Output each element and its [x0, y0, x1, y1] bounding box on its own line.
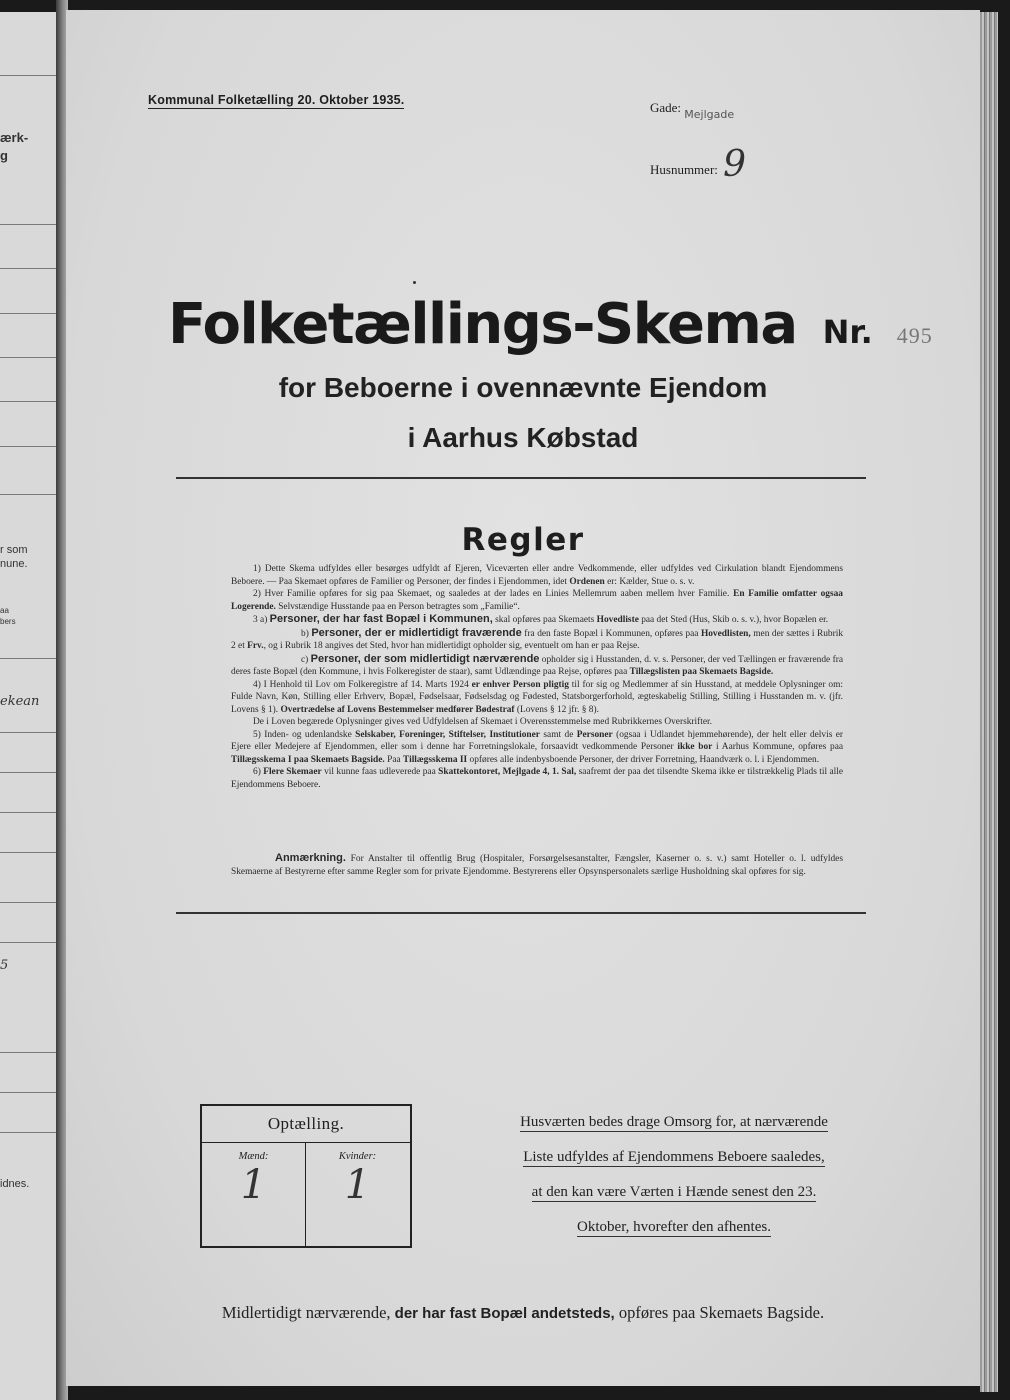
left-fragment: idnes.: [0, 1178, 30, 1190]
page-rule: [0, 401, 56, 402]
census-header: Kommunal Folketælling 20. Oktober 1935.: [148, 93, 405, 107]
note-text: For Anstalter til offentlig Brug (Hospitaler, Forsørgelsesanstalter, Fængsler, Kaserner o. s. v.) samt Hoteller o. l. udfyldes Skemaerne af Bestyrerne efter samme Regler som for private Ejendomme. Bestyrerens eller Opsynspersonalets særlige Husholdning skal opføres for sig.: [231, 854, 843, 877]
landlord-notice: [506, 1105, 842, 1245]
street-value: Mejlgade: [684, 108, 735, 121]
divider-rule: [176, 477, 866, 479]
notice-line: Liste udfyldes af Ejendommens Beboere saaledes,: [523, 1149, 825, 1165]
women-label: Kvinder:: [338, 1151, 377, 1162]
note-paragraph: [231, 852, 843, 878]
page-rule: [0, 357, 56, 358]
form-subtitle-1: for Beboerne i ovennævnte Ejendom: [278, 372, 768, 403]
women-count-value: 1: [344, 1162, 371, 1208]
page-rule: [0, 313, 56, 314]
page-rule: [0, 732, 56, 733]
page-rule: [0, 224, 56, 225]
page-rule: [0, 658, 56, 659]
page-rule: [0, 1052, 56, 1053]
page-rule: [0, 494, 56, 495]
ink-dot: [413, 281, 416, 284]
rule-3c: c) Personer, der som midlertidigt nærværende opholder sig i Husstanden, d. v. s. Personer, der ved Tællingen er fraværende fra deres faste Bopæl (den Kommune, i hvis Folkeregister de staar), samt Udlændinge paa Rejse, opføres paa Tillægslisten paa Skemaets Bagside.: [231, 652, 843, 677]
street-field: [650, 100, 735, 121]
page-rule: [0, 942, 56, 943]
men-count-cell: [202, 1143, 306, 1246]
page-rule: [0, 1132, 56, 1133]
notice-line: Oktober, hvorefter den afhentes.: [577, 1219, 771, 1235]
women-count-cell: [306, 1143, 409, 1246]
left-handwriting: 5: [0, 958, 9, 973]
note-label: Anmærkning.: [275, 852, 346, 864]
previous-page-strip: [0, 12, 58, 1400]
left-fragment: aa: [0, 606, 9, 615]
left-fragment: nune.: [0, 558, 28, 570]
house-number-field: [650, 142, 747, 185]
men-count-value: 1: [240, 1162, 267, 1208]
rules-text: [231, 563, 843, 791]
page-rule: [0, 1092, 56, 1093]
rule-3a: 3 a) Personer, der har fast Bopæl i Kommunen, skal opføres paa Skemaets Hovedliste paa det Sted (Hus, Skib o. s. v.), hvor Bopælen er.: [253, 613, 829, 625]
page-rule: [0, 772, 56, 773]
left-fragment: g: [0, 148, 8, 163]
street-label: Gade:: [650, 100, 682, 115]
footer-instruction: Midlertidigt nærværende, der har fast Bopæl andetsteds, opføres paa Skemaets Bagside.: [221, 1303, 825, 1322]
form-title-text: Folketællings-Skema: [168, 292, 797, 357]
page-rule: [0, 812, 56, 813]
left-fragment: r som: [0, 544, 28, 556]
page-rule: [0, 446, 56, 447]
page-rule: [0, 268, 56, 269]
rule-4b: De i Loven begærede Oplysninger gives ved Udfyldelsen af Skemaet i Overensstemmelse med Rubrikkernes Overskrifter.: [253, 717, 712, 727]
rule-6: 6) Flere Skemaer vil kunne faas udleverede paa Skattekontoret, Mejlgade 4, 1. Sal, saafremt der paa det tilsendte Skema ikke er tilstrækkelig Plads til alle Ejendommens Beboere.: [231, 767, 844, 790]
rule-3b: b) Personer, der er midlertidigt fraværende fra den faste Bopæl i Kommunen, opføres paa Hovedlisten, men der sættes i Rubrik 2 et Frv., og i Rubrik 18 angives det Sted, hvor han midlertidigt opholder sig, eventuelt om han er paa Rejse.: [231, 626, 844, 651]
divider-rule: [176, 912, 866, 914]
left-handwriting: ekean: [0, 694, 40, 709]
rule-4: 4) I Henhold til Lov om Folkeregistre af 14. Marts 1924 er enhver Person pligtig til for sig og Medlemmer af sin Husstand, at meddele Oplysninger om: Fulde Navn, Køn, Stilling eller Erhverv, Bopæl, Fødselsaar, Fødselsdag og Fødested, Statsborgerforhold, ægteskabelig Stilling, Stilling i Husstanden m. v. (jfr. Lovens § 1). Overtrædelse af Lovens Bestemmelser medfører Bødestraf (Lovens § 12 jfr. § 8).: [231, 679, 844, 715]
page-edges: [980, 12, 998, 1392]
notice-line: Husværten bedes drage Omsorg for, at nærværende: [520, 1114, 828, 1130]
left-fragment: ærk-: [0, 130, 29, 145]
rule-5: 5) Inden- og udenlandske Selskaber, Foreninger, Stiftelser, Institutioner samt de Personer (ogsaa i Udlandet hjemmehørende), der helt eller delvis er Ejere eller Medejere af Ejendommen, eller som i denne har Forretningslokale, forsaavidt vedkommende Personer ikke bor i Aarhus Kommune, opføres paa Tillægsskema I paa Skemaets Bagside. Paa Tillægsskema II opføres alle indenbysboende Personer, der driver Forretning, Haandværk o. l. i Ejendommen.: [231, 729, 844, 765]
page-rule: [0, 75, 56, 76]
rule-2: 2) Hver Familie opføres for sig paa Skemaet, og saaledes at der lades en Linies Mellemrum aaben mellem hver Familie. En Familie omfatter ogsaa Logerende. Selvstændige Husstande paa en Person betragtes som „Familie“.: [231, 589, 843, 612]
house-number-value: 9: [723, 144, 747, 185]
house-number-label: Husnummer:: [650, 162, 718, 177]
page-rule: [0, 902, 56, 903]
notice-line: at den kan være Værten i Hænde senest den 23.: [531, 1184, 817, 1200]
form-number-value: 495: [896, 323, 933, 348]
men-label: Mænd:: [238, 1151, 269, 1162]
left-fragment: bers: [0, 617, 16, 626]
census-form-page: [66, 10, 980, 1386]
count-box-title: Optælling.: [202, 1106, 410, 1143]
rules-heading: Regler: [461, 522, 585, 558]
form-subtitle-2: i Aarhus Købstad: [407, 422, 639, 453]
rule-1: 1) Dette Skema udfyldes eller besørges udfyldt af Ejeren, Viceværten eller andre Vedkommende, eller udfyldes ved Cirkulation blandt Ejendommens Beboere. — Paa Skemaet opføres de Familier og Personer, der findes i Ejendommen, idet Ordenen er: Kælder, Stue o. s. v.: [231, 564, 843, 587]
form-title: [168, 292, 988, 357]
count-box: [200, 1104, 412, 1248]
form-number-label: Nr.: [822, 313, 873, 351]
page-rule: [0, 852, 56, 853]
